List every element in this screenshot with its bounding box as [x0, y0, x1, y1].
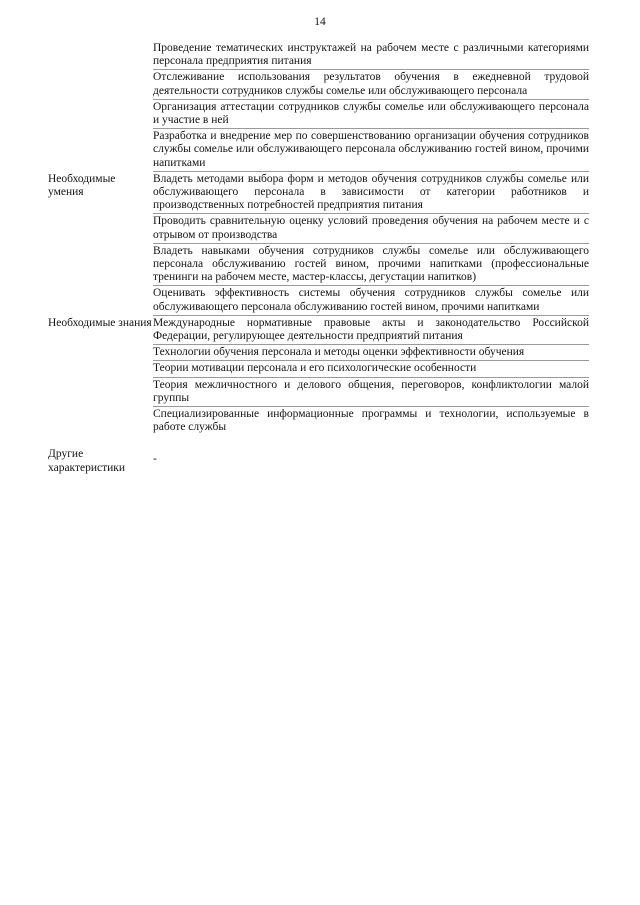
list-item: Организация аттестации сотрудников службы сомелье или обслуживающего персонала и участие в ней	[153, 100, 589, 129]
other-row	[48, 447, 590, 475]
list-item: Технологии обучения персонала и методы оценки эффективности обучения	[153, 345, 589, 361]
list-item: Теории мотивации персонала и его психологические особенности	[153, 361, 589, 377]
list-item: Специализированные информационные программы и технологии, используемые в работе службы	[153, 408, 589, 434]
list-item: Проводить сравнительную оценку условий проведения обучения на рабочем месте и с отрывом от производства	[153, 214, 589, 243]
list-item: Проведение тематических инструктажей на рабочем месте с различными категориями персонала предприятия питания	[153, 41, 589, 70]
list-item: Международные нормативные правовые акты и законодательство Российской Федерации, регулирующее деятельности предприятий питания	[153, 316, 589, 345]
list-item: Оценивать эффективность системы обучения сотрудников службы сомелье или обслуживающего персонала обслуживанию гостей вином, прочими напитками	[153, 286, 589, 315]
skills-label: Необходимые умения	[48, 172, 116, 199]
list-item: Разработка и внедрение мер по совершенствованию организации обучения сотрудников службы сомелье или обслуживающего персонала обслуживанию гостей вином, прочими напитками	[153, 129, 589, 172]
qualification-table	[48, 41, 590, 475]
skills-items	[153, 172, 589, 316]
other-label: Другие характеристики	[48, 448, 126, 474]
list-item: Владеть методами выбора форм и методов обучения сотрудников службы сомелье или обслуживающего персонала в зависимости от категории работников и производственных потребностей предприятия питания	[153, 172, 589, 215]
continuation-items	[153, 41, 589, 172]
knowledge-label: Необходимые знания	[48, 316, 152, 329]
page-number: 14	[314, 16, 326, 28]
other-items	[153, 447, 589, 467]
skills-row	[48, 172, 590, 316]
list-item: Отслеживание использования результатов обучения в ежедневной трудовой деятельности сотрудников службы сомелье или обслуживающего персонала	[153, 70, 589, 99]
continuation-label	[48, 41, 153, 42]
knowledge-items	[153, 316, 589, 436]
knowledge-row	[48, 316, 590, 436]
continuation-row	[48, 41, 590, 172]
other-value: -	[153, 453, 157, 466]
list-item: Владеть навыками обучения сотрудников службы сомелье или обслуживающего персонала обслуживанию гостей вином, прочими напитками (профессиональные тренинги на рабочем месте, мастер-классы, дегустации напитков)	[153, 244, 589, 287]
list-item: Теория межличностного и делового общения, переговоров, конфликтологии малой группы	[153, 378, 589, 407]
